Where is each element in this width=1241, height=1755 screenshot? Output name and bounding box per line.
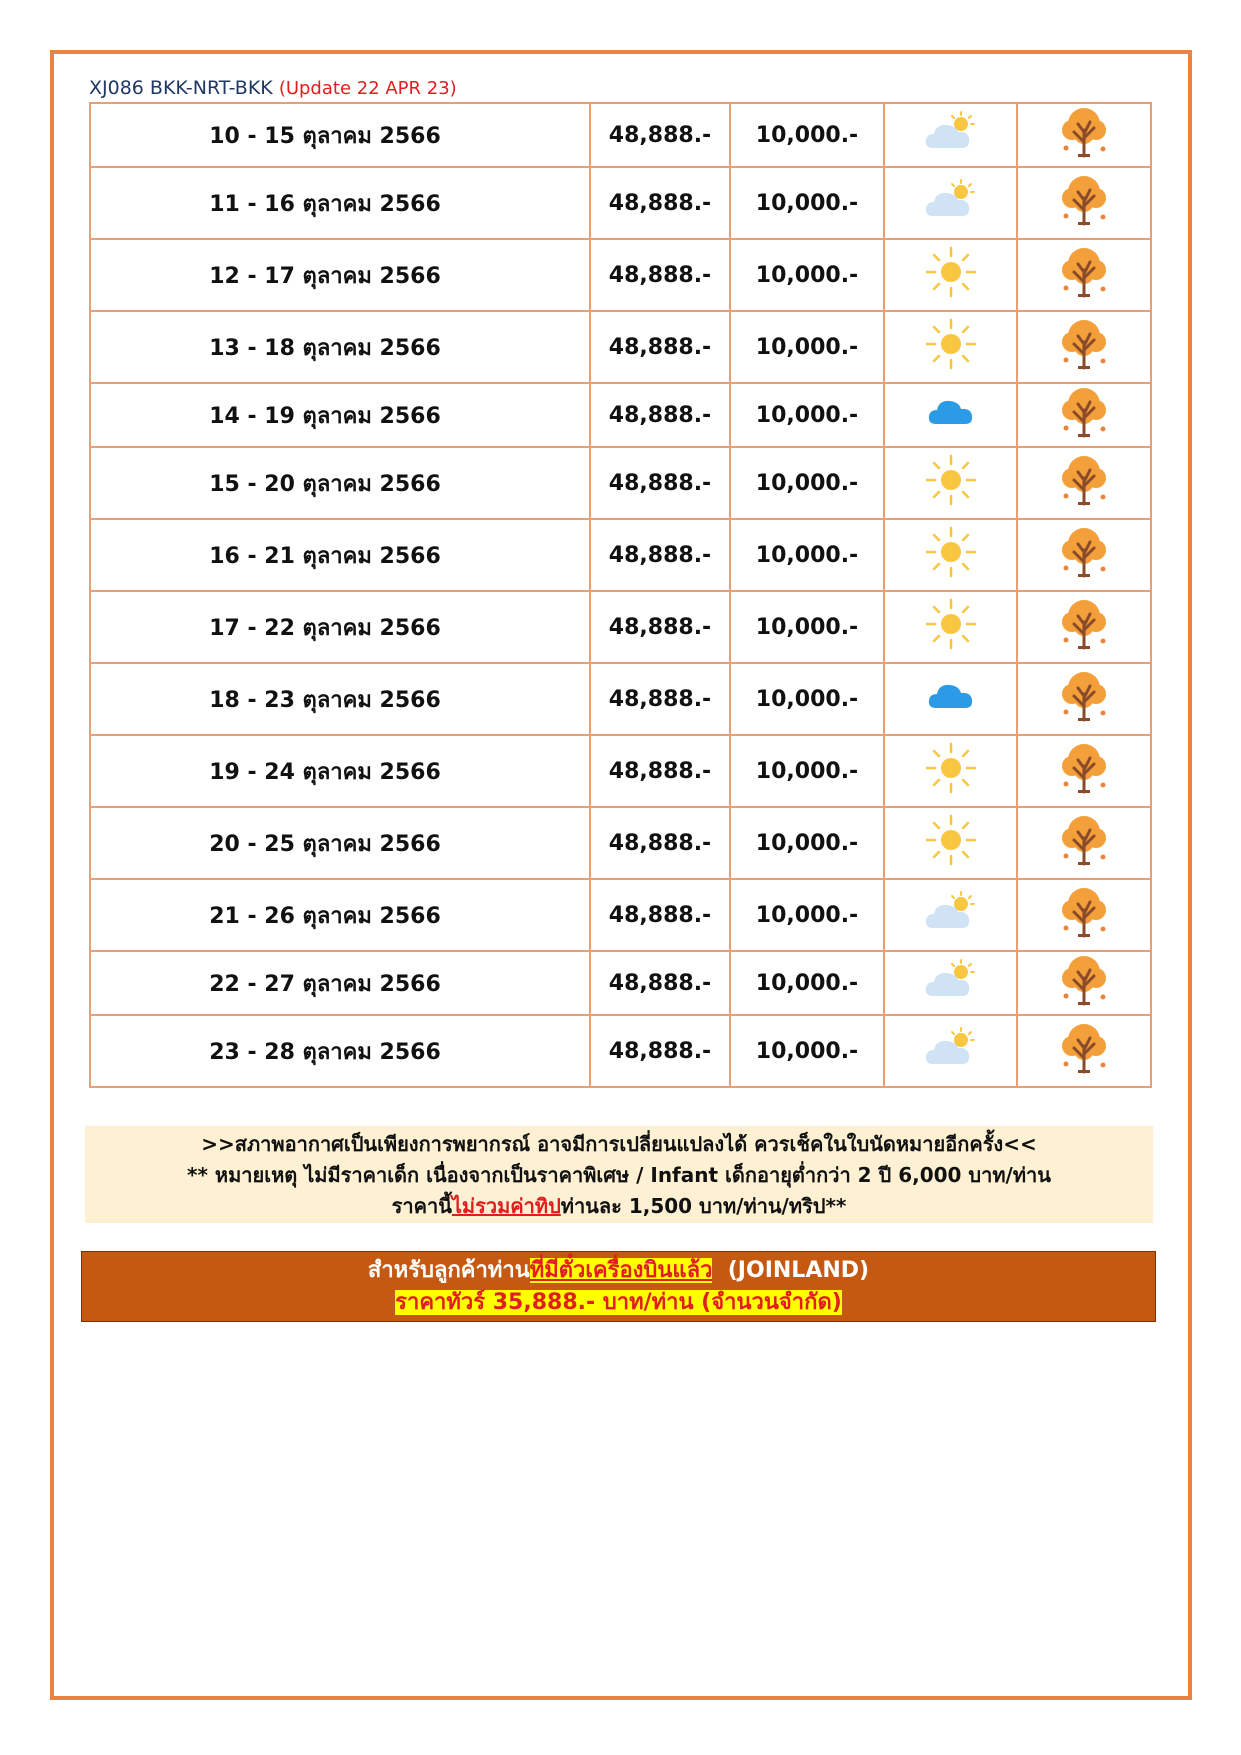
weather-cell (884, 663, 1017, 735)
weather-cell (884, 879, 1017, 951)
remark-box (85, 1126, 1153, 1223)
table-row (90, 735, 1151, 807)
table-row (90, 239, 1151, 311)
season-cell (1017, 663, 1151, 735)
table-row (90, 663, 1151, 735)
cloud-icon (926, 678, 976, 720)
autumn-tree-icon (1056, 884, 1112, 946)
season-cell (1017, 807, 1151, 879)
cloud-icon (926, 394, 976, 436)
autumn-tree-icon (1056, 244, 1112, 306)
tip-note-post: ท่านละ 1,500 บาท/ท่าน/ทริป** (560, 1194, 847, 1218)
autumn-tree-icon (1056, 596, 1112, 658)
single-supplement: 10,000.- (730, 1015, 884, 1087)
single-supplement: 10,000.- (730, 103, 884, 167)
table-row (90, 1015, 1151, 1087)
promo-price: ราคาทัวร์ 35,888.- บาท/ท่าน (จำนวนจำกัด) (395, 1290, 842, 1315)
single-supplement: 10,000.- (730, 663, 884, 735)
promo-pre: สำหรับลูกค้าท่าน (367, 1258, 530, 1283)
season-cell (1017, 519, 1151, 591)
weather-cell (884, 239, 1017, 311)
table-row (90, 311, 1151, 383)
table-row (90, 167, 1151, 239)
weather-cell (884, 807, 1017, 879)
season-cell (1017, 951, 1151, 1015)
season-cell (1017, 311, 1151, 383)
update-date: (Update 22 APR 23) (278, 78, 457, 99)
departure-table (89, 102, 1152, 1088)
weather-cell (884, 167, 1017, 239)
table-row (90, 591, 1151, 663)
weather-cell (884, 1015, 1017, 1087)
single-supplement: 10,000.- (730, 383, 884, 447)
season-cell (1017, 879, 1151, 951)
tour-code: XJ086 BKK-NRT-BKK (89, 77, 279, 99)
weather-cell (884, 383, 1017, 447)
table-row (90, 951, 1151, 1015)
tour-price: 48,888.- (590, 519, 730, 591)
sun-icon (923, 452, 979, 514)
weather-disclaimer: >>สภาพอากาศเป็นเพียงการพยากรณ์ อาจมีการเปลี่ยนแปลงได้ ควรเช็คในใบนัดหมายอีกครั้ง<< (201, 1132, 1037, 1156)
single-supplement: 10,000.- (730, 807, 884, 879)
table-row (90, 519, 1151, 591)
tour-price: 48,888.- (590, 879, 730, 951)
sun-icon (923, 244, 979, 306)
season-cell (1017, 383, 1151, 447)
autumn-tree-icon (1056, 952, 1112, 1014)
promo-post: (JOINLAND) (712, 1258, 870, 1283)
sun-icon (923, 316, 979, 378)
partly-cloudy-icon (923, 958, 979, 1008)
tip-note-pre: ราคานี้ (391, 1194, 452, 1218)
table-row (90, 383, 1151, 447)
departure-date: 19 - 24 ตุลาคม 2566 (90, 735, 590, 807)
partly-cloudy-icon (923, 890, 979, 940)
departure-date: 11 - 16 ตุลาคม 2566 (90, 167, 590, 239)
departure-date: 16 - 21 ตุลาคม 2566 (90, 519, 590, 591)
single-supplement: 10,000.- (730, 447, 884, 519)
tip-note-excluded: ไม่รวมค่าทิป (451, 1194, 561, 1218)
departure-date: 12 - 17 ตุลาคม 2566 (90, 239, 590, 311)
single-supplement: 10,000.- (730, 311, 884, 383)
promo-highlight: ที่มีตั๋วเครื่องบินแล้ว (529, 1258, 713, 1283)
autumn-tree-icon (1056, 1020, 1112, 1082)
partly-cloudy-icon (923, 110, 979, 160)
promo-line-1 (82, 1255, 1155, 1287)
autumn-tree-icon (1056, 812, 1112, 874)
autumn-tree-icon (1056, 384, 1112, 446)
single-supplement: 10,000.- (730, 591, 884, 663)
single-supplement: 10,000.- (730, 519, 884, 591)
tour-code-header (89, 77, 457, 99)
table-row (90, 879, 1151, 951)
weather-cell (884, 591, 1017, 663)
season-cell (1017, 735, 1151, 807)
tour-price: 48,888.- (590, 311, 730, 383)
tour-price: 48,888.- (590, 239, 730, 311)
sun-icon (923, 524, 979, 586)
single-supplement: 10,000.- (730, 239, 884, 311)
weather-cell (884, 103, 1017, 167)
departure-date: 10 - 15 ตุลาคม 2566 (90, 103, 590, 167)
partly-cloudy-icon (923, 1026, 979, 1076)
joinland-promo (81, 1251, 1156, 1322)
departure-date: 23 - 28 ตุลาคม 2566 (90, 1015, 590, 1087)
season-cell (1017, 167, 1151, 239)
tour-price: 48,888.- (590, 807, 730, 879)
single-supplement: 10,000.- (730, 167, 884, 239)
single-supplement: 10,000.- (730, 735, 884, 807)
departure-date: 14 - 19 ตุลาคม 2566 (90, 383, 590, 447)
partly-cloudy-icon (923, 178, 979, 228)
departure-date: 17 - 22 ตุลาคม 2566 (90, 591, 590, 663)
tour-price: 48,888.- (590, 663, 730, 735)
autumn-tree-icon (1056, 524, 1112, 586)
weather-cell (884, 951, 1017, 1015)
tip-note (85, 1191, 1153, 1222)
sun-icon (923, 596, 979, 658)
single-supplement: 10,000.- (730, 879, 884, 951)
table-row (90, 447, 1151, 519)
autumn-tree-icon (1056, 104, 1112, 166)
weather-cell (884, 519, 1017, 591)
departure-date: 13 - 18 ตุลาคม 2566 (90, 311, 590, 383)
tour-price: 48,888.- (590, 591, 730, 663)
tour-price: 48,888.- (590, 1015, 730, 1087)
table-row (90, 807, 1151, 879)
tour-price: 48,888.- (590, 951, 730, 1015)
child-price-note: ** หมายเหตุ ไม่มีราคาเด็ก เนื่องจากเป็นราคาพิเศษ / Infant เด็กอายุต่ำกว่า 2 ปี 6,000 บาท/ท่าน (187, 1163, 1051, 1187)
single-supplement: 10,000.- (730, 951, 884, 1015)
autumn-tree-icon (1056, 172, 1112, 234)
autumn-tree-icon (1056, 316, 1112, 378)
departure-date: 18 - 23 ตุลาคม 2566 (90, 663, 590, 735)
autumn-tree-icon (1056, 740, 1112, 802)
departure-date: 22 - 27 ตุลาคม 2566 (90, 951, 590, 1015)
season-cell (1017, 1015, 1151, 1087)
autumn-tree-icon (1056, 668, 1112, 730)
departure-date: 21 - 26 ตุลาคม 2566 (90, 879, 590, 951)
autumn-tree-icon (1056, 452, 1112, 514)
tour-price: 48,888.- (590, 383, 730, 447)
departure-date: 20 - 25 ตุลาคม 2566 (90, 807, 590, 879)
weather-cell (884, 447, 1017, 519)
tour-price: 48,888.- (590, 447, 730, 519)
tour-price: 48,888.- (590, 735, 730, 807)
tour-price: 48,888.- (590, 103, 730, 167)
weather-cell (884, 735, 1017, 807)
tour-price: 48,888.- (590, 167, 730, 239)
season-cell (1017, 447, 1151, 519)
departure-date: 15 - 20 ตุลาคม 2566 (90, 447, 590, 519)
season-cell (1017, 591, 1151, 663)
season-cell (1017, 239, 1151, 311)
season-cell (1017, 103, 1151, 167)
sun-icon (923, 740, 979, 802)
weather-cell (884, 311, 1017, 383)
sun-icon (923, 812, 979, 874)
table-row (90, 103, 1151, 167)
